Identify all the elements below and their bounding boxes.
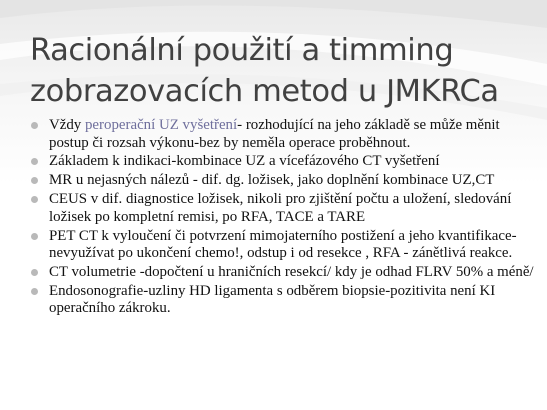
bullet-item	[30, 228, 536, 263]
bullet-icon	[31, 158, 38, 165]
bullet-icon	[31, 233, 38, 240]
bullet-item	[30, 191, 536, 226]
bullet-text-prefix: Vždy	[49, 117, 85, 133]
bullet-icon	[31, 177, 38, 184]
bullet-item	[30, 153, 536, 171]
bullet-icon	[31, 122, 38, 129]
bullet-item	[30, 283, 536, 318]
bullet-text-highlight: peroperační UZ vyšetření	[84, 117, 238, 133]
bullet-list	[30, 117, 536, 319]
bullet-item	[30, 117, 536, 152]
bullet-text: MR u nejasných nálezů - dif. dg. ložisek, jako doplnění kombinace UZ,CT	[49, 172, 495, 189]
swoosh-band-upper	[0, 0, 547, 28]
slide-title: Racionální použití a timming zobrazovacích metod u JMKRCa	[30, 33, 499, 109]
bullet-text: CEUS v dif. diagnostice ložisek, nikoli pro zjištění počtu a uložení, sledování ložisek po kompletní remisi, po RFA, TACE a TARE	[49, 191, 512, 225]
bullet-icon	[31, 269, 38, 276]
bullet-text: Základem k indikaci-kombinace UZ a vícefázového CT vyšetření	[49, 153, 440, 170]
bullet-icon	[31, 288, 38, 295]
bullet-item	[30, 264, 536, 282]
bullet-text: Endosonografie-uzliny HD ligamenta s odběrem biopsie-pozitivita není KI operačního zákroku.	[49, 282, 496, 317]
bullet-icon	[31, 196, 38, 203]
bullet-item	[30, 172, 536, 190]
bullet-text: - rozhodující na jeho základě se může měnit postup či rozsah výkonu-bez by neměla operace proběhnout.	[49, 117, 500, 151]
bullet-text: PET CT k vyloučení či potvrzení mimojaterního postižení a jeho kvantifikace- nevyužívat po ukončení chemo!, odstup i od resekce , RFA - zánětlivá reakce.	[49, 227, 517, 262]
bullet-text: CT volumetrie -dopočtení u hraničních resekcí/ kdy je odhad FLRV 50% a méně/	[49, 263, 534, 280]
